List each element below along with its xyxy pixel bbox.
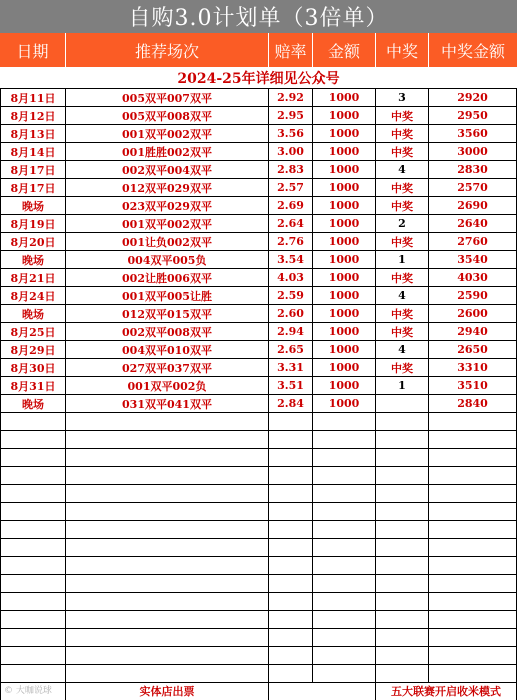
header-pick: 推荐场次 [66,33,269,67]
prize-cell: 2830 [429,161,517,179]
amount-cell [313,557,376,575]
pick-cell [66,449,269,467]
pick-cell [66,485,269,503]
pick-cell [66,665,269,683]
prize-cell: 3560 [429,125,517,143]
odds-cell [269,557,313,575]
odds-cell [269,611,313,629]
empty-table-row [0,665,517,683]
empty-table-row [0,431,517,449]
amount-cell [313,503,376,521]
amount-cell: 1000 [313,251,376,269]
pick-cell [66,521,269,539]
pick-cell: 001让负002双平 [66,233,269,251]
amount-cell [313,647,376,665]
prize-cell [429,557,517,575]
pick-cell: 023双平029双平 [66,197,269,215]
pick-cell [66,413,269,431]
date-cell [0,665,66,683]
amount-cell: 1000 [313,89,376,107]
prize-cell [429,485,517,503]
date-cell: 8月21日 [0,269,66,287]
amount-cell: 1000 [313,161,376,179]
result-cell: 中奖 [376,305,429,323]
watermark-text: © 大咖说球 [4,686,52,696]
amount-cell: 1000 [313,233,376,251]
prize-cell [429,449,517,467]
result-cell [376,413,429,431]
amount-cell [313,575,376,593]
result-cell: 中奖 [376,359,429,377]
odds-cell: 2.69 [269,197,313,215]
odds-cell [269,485,313,503]
prize-cell [429,647,517,665]
prize-cell: 2940 [429,323,517,341]
table-row [0,161,517,179]
amount-cell [313,593,376,611]
odds-cell: 4.03 [269,269,313,287]
odds-cell: 3.51 [269,377,313,395]
date-cell [0,575,66,593]
odds-cell: 2.76 [269,233,313,251]
result-cell [376,557,429,575]
result-cell [376,467,429,485]
pick-cell: 001双平002双平 [66,215,269,233]
amount-cell: 1000 [313,215,376,233]
amount-cell: 1000 [313,305,376,323]
empty-table-row [0,521,517,539]
table-row [0,125,517,143]
prize-cell: 3510 [429,377,517,395]
amount-cell [313,521,376,539]
odds-cell: 2.57 [269,179,313,197]
result-cell [376,395,429,413]
table-row [0,179,517,197]
prize-cell [429,431,517,449]
prize-cell: 3540 [429,251,517,269]
date-cell [0,539,66,557]
amount-cell: 1000 [313,377,376,395]
date-cell: 8月12日 [0,107,66,125]
empty-table-row [0,503,517,521]
odds-cell: 3.56 [269,125,313,143]
pick-cell: 002双平008双平 [66,323,269,341]
result-cell: 4 [376,341,429,359]
date-cell: 8月11日 [0,89,66,107]
amount-cell: 1000 [313,287,376,305]
odds-cell [269,431,313,449]
odds-cell: 2.64 [269,215,313,233]
date-cell [0,593,66,611]
amount-cell [313,539,376,557]
result-cell: 2 [376,215,429,233]
pick-cell: 001胜胜002双平 [66,143,269,161]
odds-cell [269,449,313,467]
empty-table-row [0,413,517,431]
header-odds: 赔率 [269,33,313,67]
date-cell [0,611,66,629]
odds-cell [269,629,313,647]
prize-cell [429,539,517,557]
result-cell: 4 [376,161,429,179]
pick-cell [66,431,269,449]
date-cell [0,557,66,575]
result-cell [376,503,429,521]
table-row [0,107,517,125]
odds-cell: 3.54 [269,251,313,269]
amount-cell [313,611,376,629]
table-row [0,323,517,341]
amount-cell: 1000 [313,323,376,341]
pick-cell [66,503,269,521]
prize-cell [429,575,517,593]
prize-cell: 2950 [429,107,517,125]
prize-cell [429,629,517,647]
prize-cell: 2650 [429,341,517,359]
table-row [0,305,517,323]
prize-cell [429,521,517,539]
odds-cell: 2.95 [269,107,313,125]
pick-cell: 005双平007双平 [66,89,269,107]
result-cell: 中奖 [376,323,429,341]
table-row [0,287,517,305]
date-cell [0,467,66,485]
empty-table-row [0,611,517,629]
header-amount: 金额 [313,33,376,67]
odds-cell [269,467,313,485]
result-cell [376,629,429,647]
empty-table-row [0,485,517,503]
empty-table-row [0,647,517,665]
result-cell: 中奖 [376,107,429,125]
odds-cell [269,647,313,665]
pick-cell: 005双平008双平 [66,107,269,125]
odds-cell: 2.59 [269,287,313,305]
pick-cell [66,629,269,647]
prize-cell [429,665,517,683]
date-cell: 8月25日 [0,323,66,341]
prize-cell: 4030 [429,269,517,287]
date-cell [0,449,66,467]
table-row [0,251,517,269]
amount-cell [313,413,376,431]
odds-cell [269,593,313,611]
date-cell [0,521,66,539]
odds-cell: 2.60 [269,305,313,323]
odds-cell: 2.92 [269,89,313,107]
table-row [0,215,517,233]
odds-cell: 3.31 [269,359,313,377]
pick-cell: 001双平002负 [66,377,269,395]
date-cell: 8月29日 [0,341,66,359]
header-prize: 中奖金额 [440,41,505,61]
prize-cell: 2600 [429,305,517,323]
empty-table-row [0,557,517,575]
pick-cell [66,611,269,629]
pick-cell: 002让胜006双平 [66,269,269,287]
result-cell: 4 [376,287,429,305]
result-cell: 中奖 [376,125,429,143]
date-cell: 8月30日 [0,359,66,377]
prize-cell: 2760 [429,233,517,251]
sheet-title: 自购3.0计划单（3倍单） [0,0,517,34]
prize-cell: 2570 [429,179,517,197]
date-cell [0,485,66,503]
result-cell [376,575,429,593]
odds-cell: 2.94 [269,323,313,341]
prize-cell [429,413,517,431]
result-cell: 中奖 [376,269,429,287]
empty-table-row [0,449,517,467]
pick-cell: 012双平029双平 [66,179,269,197]
pick-cell: 002双平004双平 [66,161,269,179]
result-cell: 中奖 [376,143,429,161]
table-row [0,197,517,215]
table-row [0,377,517,395]
prize-cell [429,467,517,485]
date-cell: 晚场 [0,305,66,323]
date-cell: 晚场 [0,395,66,413]
odds-cell: 2.84 [269,395,313,413]
table-row [0,341,517,359]
date-cell [0,413,66,431]
bet-table [0,89,517,683]
amount-cell: 1000 [313,179,376,197]
empty-table-row [0,629,517,647]
odds-cell [269,539,313,557]
prize-cell: 3310 [429,359,517,377]
prize-cell: 2690 [429,197,517,215]
result-cell [376,593,429,611]
date-cell: 8月20日 [0,233,66,251]
odds-cell: 2.65 [269,341,313,359]
pick-cell: 001双平002双平 [66,125,269,143]
pick-cell: 031双平041双平 [66,395,269,413]
subtitle-banner: 2024-25年详细见公众号 [0,67,517,89]
result-cell [376,431,429,449]
result-cell [376,611,429,629]
table-row [0,233,517,251]
table-row [0,143,517,161]
result-cell [376,521,429,539]
date-cell: 晚场 [0,197,66,215]
result-cell [376,539,429,557]
empty-table-row [0,593,517,611]
prize-cell [429,611,517,629]
result-cell: 1 [376,377,429,395]
odds-cell [269,665,313,683]
date-cell [0,503,66,521]
pick-cell: 027双平037双平 [66,359,269,377]
date-cell: 8月17日 [0,179,66,197]
table-header [0,33,517,67]
amount-cell: 1000 [313,197,376,215]
footer-empty-cell [269,682,376,700]
pick-cell: 004双平010双平 [66,341,269,359]
amount-cell [313,629,376,647]
date-cell [0,629,66,647]
watermark-logo [4,683,52,696]
prize-cell: 2590 [429,287,517,305]
empty-table-row [0,575,517,593]
prize-cell: 2840 [429,395,517,413]
amount-cell [313,485,376,503]
odds-cell [269,575,313,593]
empty-table-row [0,539,517,557]
odds-cell: 3.00 [269,143,313,161]
amount-cell: 1000 [313,107,376,125]
table-row [0,359,517,377]
result-cell: 中奖 [376,197,429,215]
amount-cell: 1000 [313,395,376,413]
footer-left-note: 实体店出票 [66,682,269,700]
header-date: 日期 [0,33,66,67]
pick-cell: 012双平015双平 [66,305,269,323]
footer-right-note: 五大联赛开启收米模式 [376,682,517,700]
date-cell: 8月17日 [0,161,66,179]
result-cell [376,665,429,683]
amount-cell: 1000 [313,143,376,161]
pick-cell [66,647,269,665]
date-cell: 8月24日 [0,287,66,305]
amount-cell [313,665,376,683]
empty-table-row [0,467,517,485]
pick-cell: 001双平005让胜 [66,287,269,305]
result-cell: 中奖 [376,233,429,251]
prize-cell [429,593,517,611]
date-cell: 8月14日 [0,143,66,161]
prize-cell: 3000 [429,143,517,161]
odds-cell [269,521,313,539]
table-row [0,395,517,413]
result-cell: 3 [376,89,429,107]
date-cell [0,647,66,665]
odds-cell: 2.83 [269,161,313,179]
amount-cell: 1000 [313,359,376,377]
pick-cell [66,467,269,485]
result-cell [376,449,429,467]
odds-cell [269,503,313,521]
date-cell [0,431,66,449]
prize-cell: 2920 [429,89,517,107]
table-row [0,269,517,287]
pick-cell: 004双平005负 [66,251,269,269]
amount-cell: 1000 [313,269,376,287]
result-cell [376,647,429,665]
odds-cell [269,413,313,431]
amount-cell [313,467,376,485]
date-cell: 8月19日 [0,215,66,233]
date-cell: 8月31日 [0,377,66,395]
date-cell: 8月13日 [0,125,66,143]
result-cell: 中奖 [376,179,429,197]
result-cell: 1 [376,251,429,269]
pick-cell [66,557,269,575]
pick-cell [66,575,269,593]
date-cell: 晚场 [0,251,66,269]
pick-cell [66,539,269,557]
amount-cell [313,431,376,449]
prize-cell [429,503,517,521]
amount-cell [313,449,376,467]
header-result: 中奖 [376,33,429,67]
amount-cell: 1000 [313,125,376,143]
table-row [0,89,517,107]
amount-cell: 1000 [313,341,376,359]
result-cell [376,485,429,503]
pick-cell [66,593,269,611]
prize-cell: 2640 [429,215,517,233]
footer-row [0,682,517,700]
